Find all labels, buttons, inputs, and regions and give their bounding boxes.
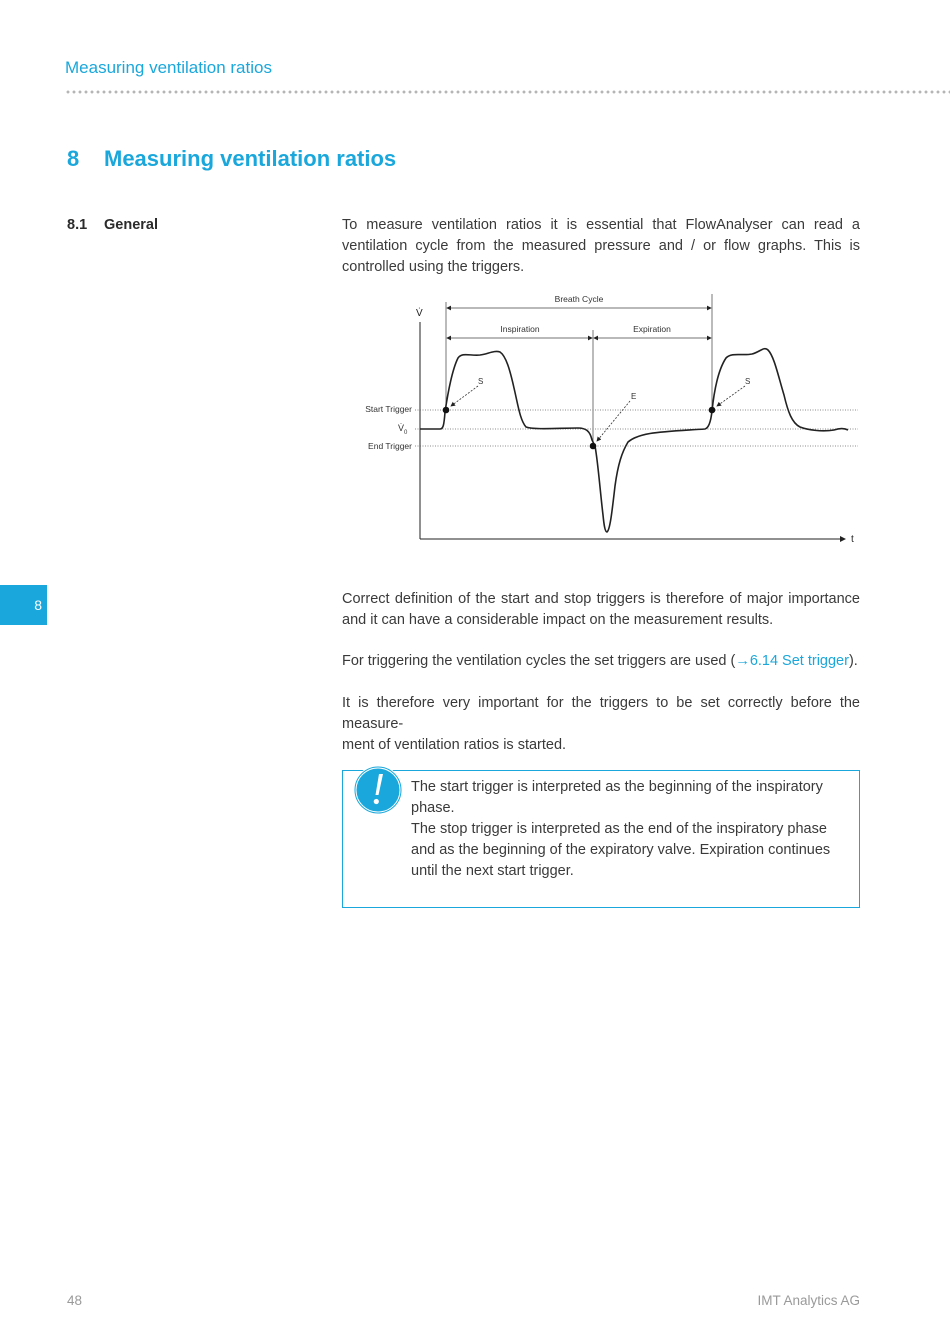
company-name: IMT Analytics AG [757,1293,860,1308]
s-pointer-1 [451,386,478,406]
chapter-title [67,146,396,172]
v0-subscript: 0 [404,430,408,436]
note-text [411,777,853,882]
end-trigger-label: End Trigger [368,441,412,451]
flow-waveform [420,349,848,532]
x-axis-label: t [851,534,854,545]
marker-s-label-2: S [745,377,751,386]
chapter-title-text: Measuring ventilation ratios [104,146,397,171]
v0-label [398,423,408,436]
correct-definition-paragraph: Correct definition of the start and stop triggers is therefore of major importance and it can have a considerable impact on the measurement results. [342,591,860,628]
s-pointer-2 [717,386,745,406]
section-heading [67,217,158,233]
y-axis-label: V̇ [416,308,423,319]
header-divider [65,90,950,94]
marker-e-label: E [631,392,637,401]
ventilation-cycle-figure [342,290,862,550]
v0-symbol: V̇ [398,423,405,433]
e-pointer [597,401,630,441]
intro-paragraph: To measure ventilation ratios it is essential that FlowAnalyser can read a ventilation cycle from the measured pressure and / or flow graphs. This is controlled using the triggers. [342,217,860,275]
page-number: 48 [67,1293,83,1308]
triggering-paragraph [342,651,860,672]
important-paragraph [342,693,860,756]
important-line-1: It is therefore very important for the triggers to be set correctly before the measure- [342,695,860,732]
start-trigger-marker-1 [443,407,450,414]
exclamation-icon [352,764,404,816]
start-trigger-marker-2 [709,407,716,414]
important-line-2: ment of ventilation ratios is started. [342,737,567,753]
set-trigger-link[interactable]: 6.14 Set trigger [749,653,849,669]
start-trigger-label: Start Trigger [365,404,412,414]
note-line-2: The stop trigger is interpreted as the end of the inspiratory phase and as the beginning of the expiratory valve. Expiration continues until the next start trigger. [411,821,831,879]
expiration-label: Expiration [633,324,671,334]
triggering-text-prefix: For triggering the ventilation cycles the set triggers are used ( [342,653,736,669]
inspiration-label: Inspiration [500,324,540,334]
triggering-text-suffix: ). [848,653,858,669]
note-box [342,770,860,908]
chapter-number: 8 [67,146,80,171]
note-line-1: The start trigger is interpreted as the beginning of the inspiratory phase. [411,779,823,816]
running-header: Measuring ventilation ratios [65,58,272,77]
end-trigger-marker [590,443,597,450]
section-number: 8.1 [67,217,88,233]
breath-cycle-label: Breath Cycle [554,294,604,304]
set-trigger-arrow: → [735,653,750,669]
marker-s-label-1: S [478,377,484,386]
chapter-side-tab: 8 [0,585,47,625]
section-title: General [104,217,158,233]
